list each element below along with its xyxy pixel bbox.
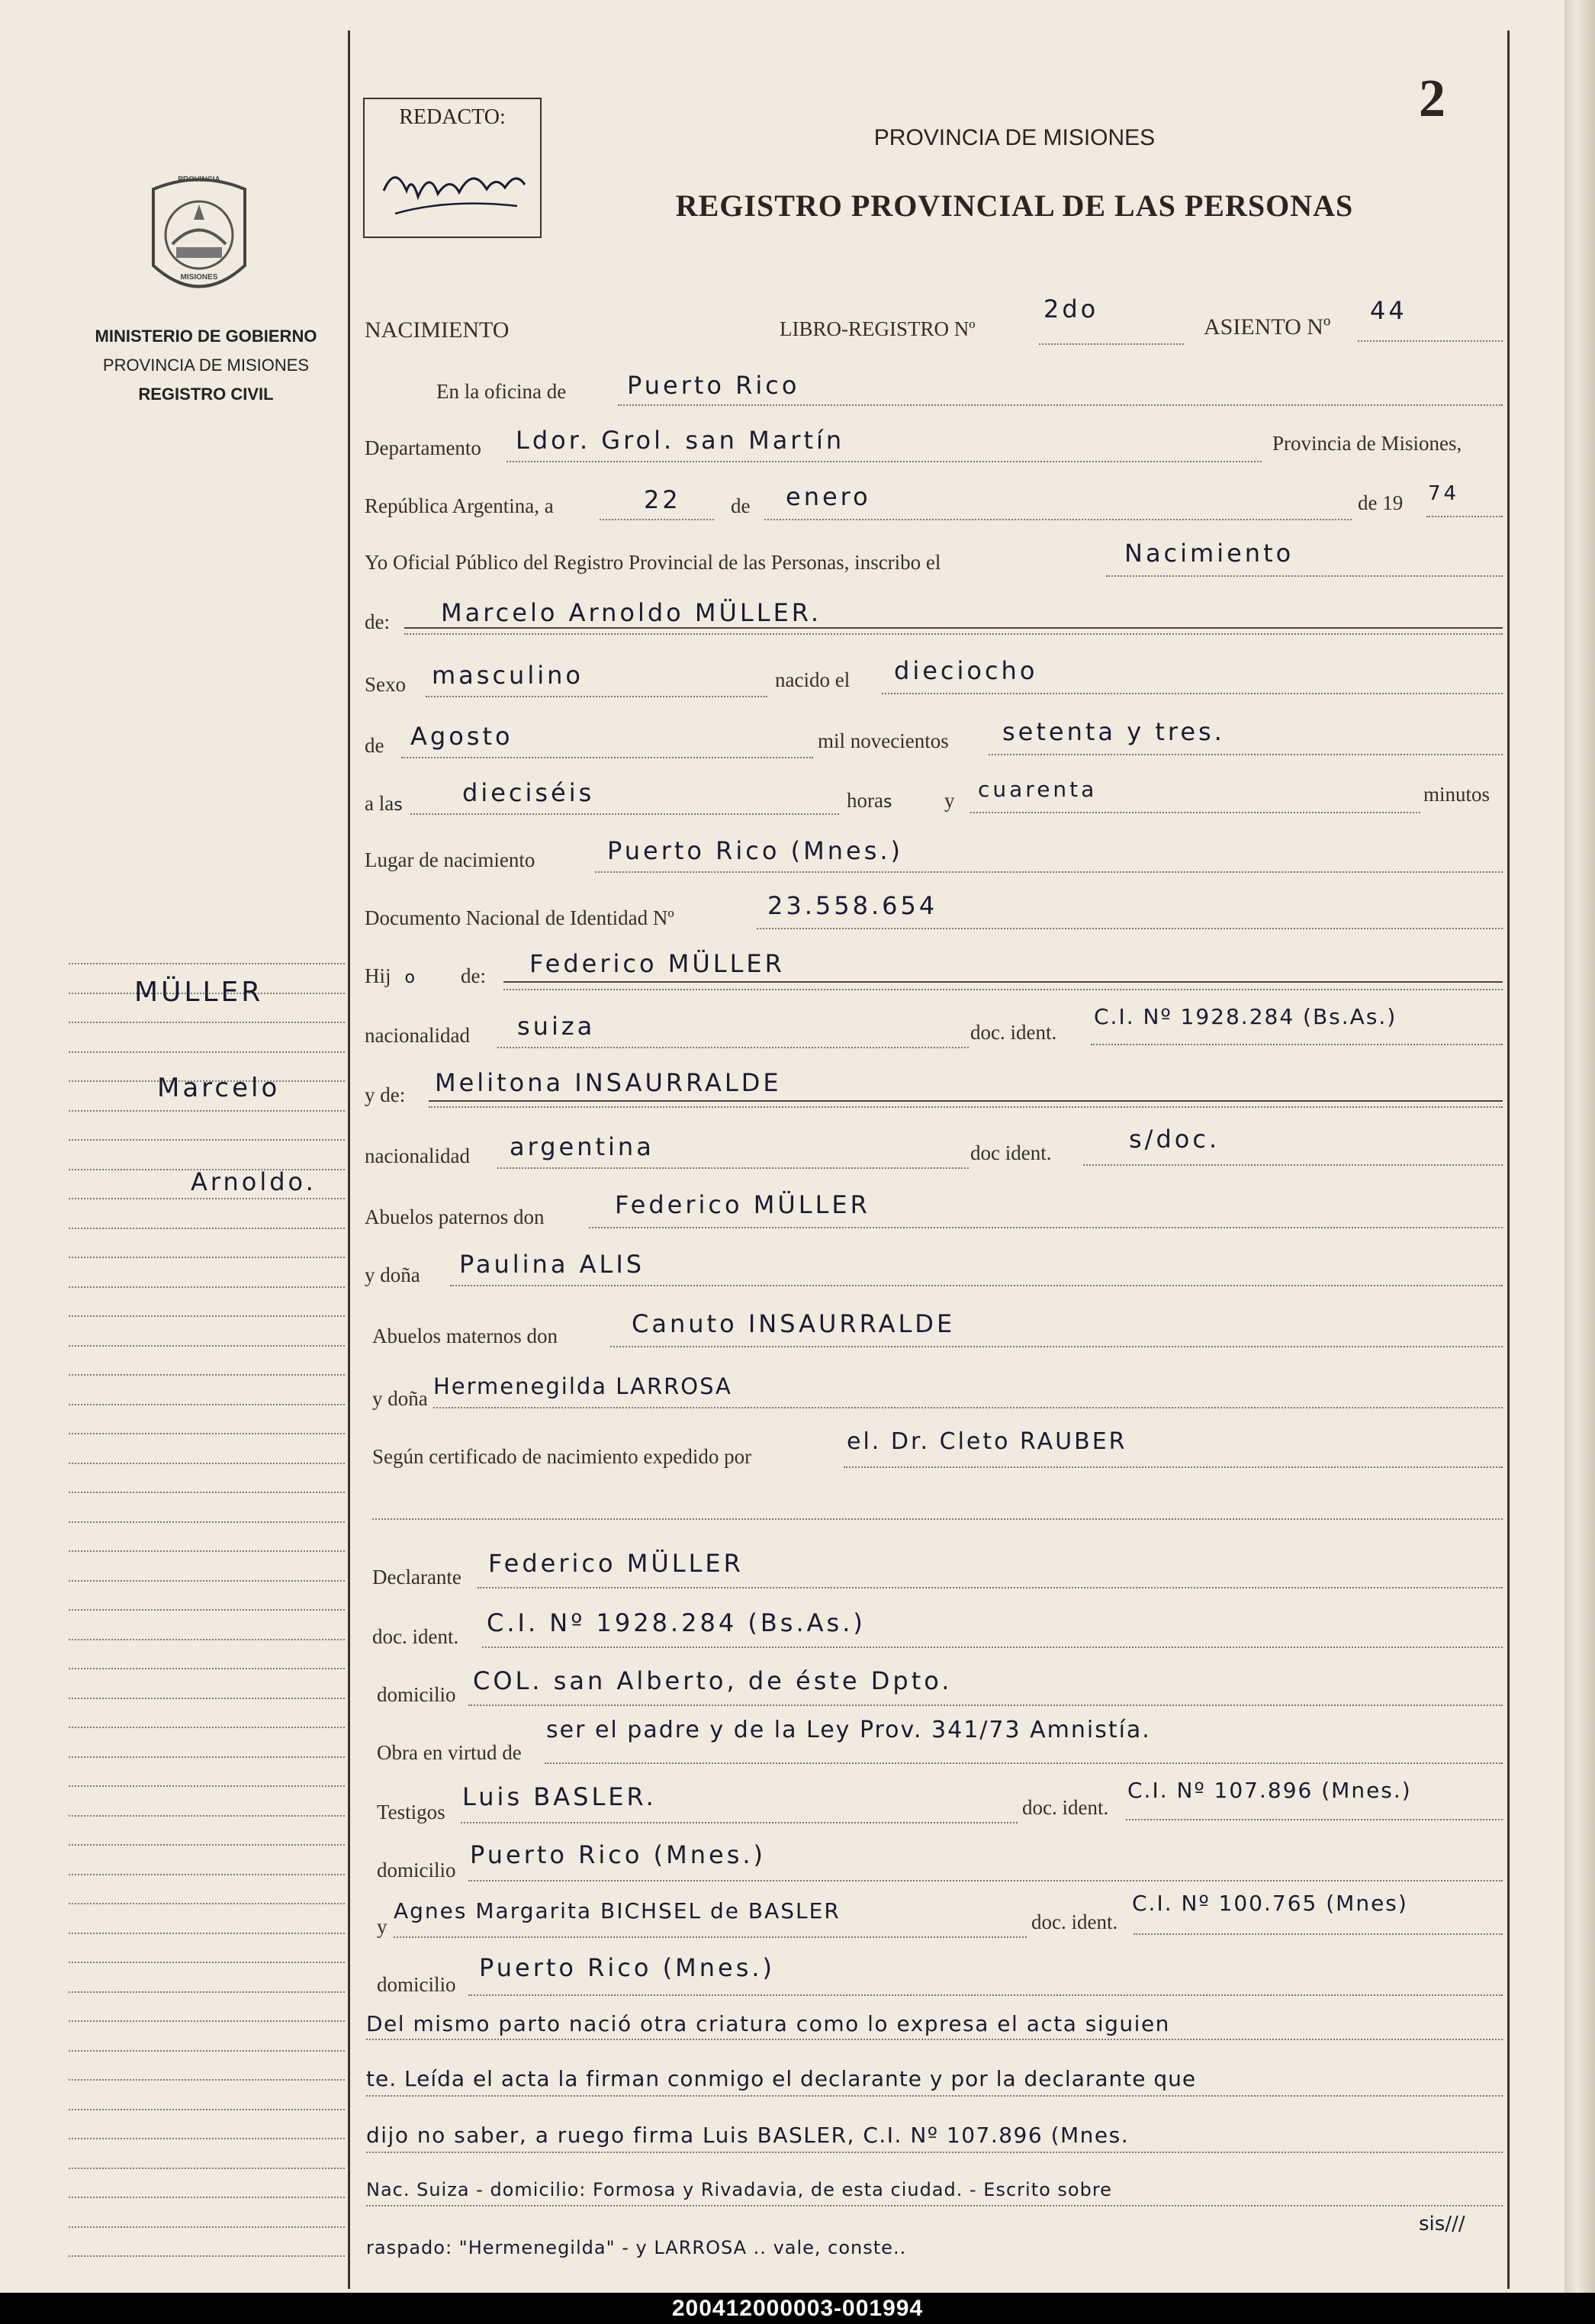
margin-rule-line [69, 1404, 345, 1405]
minutos-label: minutos [1423, 783, 1490, 806]
de2-label: de [365, 734, 384, 757]
ministry-line-2: PROVINCIA DE MISIONES [102, 356, 310, 375]
margin-rule-line [69, 1345, 345, 1347]
abuela-mat-value: Hermenegilda LARROSA [433, 1373, 732, 1399]
margin-rule-line [69, 1933, 345, 1934]
margin-rule-line [69, 2255, 345, 2257]
ministry-block [53, 322, 359, 409]
margin-rule-line [69, 1315, 345, 1317]
margin-rule-line [69, 2079, 345, 2081]
margin-rule-line [69, 1785, 345, 1787]
margin-rule-line [69, 1228, 345, 1229]
margin-rule-line [69, 1580, 345, 1582]
margin-rule-line [69, 1903, 345, 1904]
de-label: de [731, 494, 751, 517]
margin-rule-line [69, 1874, 345, 1875]
domicilio-value: COL. san Alberto, de éste Dpto. [473, 1666, 953, 1695]
margin-rule-line [69, 1463, 345, 1464]
margin-rule-line [69, 1022, 345, 1023]
note-line-2: te. Leída el acta la firman conmigo el declarante y por la declarante que [366, 2066, 1197, 2091]
dom2-value: Puerto Rico (Mnes.) [479, 1953, 776, 1982]
margin-rule-line [69, 2168, 345, 2169]
obra-value: ser el padre y de la Ley Prov. 341/73 Amnistía. [546, 1717, 1151, 1743]
page-edge [1564, 0, 1595, 2293]
y-label: y [944, 789, 955, 812]
margin-rule-line [69, 1374, 345, 1376]
seal-bottom-text: MISIONES [180, 273, 218, 282]
dom1-value: Puerto Rico (Mnes.) [470, 1840, 767, 1869]
margin-rule-line [69, 1286, 345, 1288]
doc-ident2-label: doc ident. [970, 1141, 1052, 1164]
horas-suffix: s [883, 793, 892, 812]
decl-doc-value: C.I. Nº 1928.284 (Bs.As.) [487, 1608, 866, 1637]
republica-label: República Argentina, a [365, 494, 554, 517]
certificado-value: el. Dr. Cleto RAUBER [847, 1428, 1127, 1455]
mil-label: mil novecientos [818, 729, 949, 752]
province-heading: PROVINCIA DE MISIONES [873, 125, 1156, 150]
padre-nac-value: suiza [517, 1012, 596, 1041]
margin-rule-line [69, 1198, 345, 1199]
margin-rule-line [69, 1991, 345, 1993]
madre-nac-value: argentina [510, 1132, 654, 1161]
nacido-label: nacido el [775, 668, 851, 691]
y-label-2: y [377, 1915, 387, 1938]
yde-label: y de: [365, 1083, 406, 1106]
ydona-label: y doña [365, 1263, 420, 1286]
abuelos-mat-label: Abuelos maternos don [372, 1325, 558, 1347]
margin-rule-line [69, 1962, 345, 1963]
de3-label: de: [461, 964, 486, 987]
dom2-label: domicilio [377, 1973, 456, 1996]
margin-rule-line [69, 1139, 345, 1141]
registry-title: REGISTRO PROVINCIAL DE LAS PERSONAS [675, 188, 1354, 223]
departamento-value: Ldor. Grol. san Martín [516, 426, 845, 455]
sexo-label: Sexo [365, 673, 406, 696]
note-line-1: Del mismo parto nació otra criatura como lo expresa el acta siguien [366, 2011, 1170, 2036]
asiento-value: 44 [1370, 296, 1407, 325]
decl-doc-label: doc. ident. [372, 1625, 459, 1648]
redacto-label: REDACTO: [399, 105, 506, 129]
margin-rule-line [69, 2050, 345, 2052]
margin-rule-line [69, 1257, 345, 1258]
dni-value: 23.558.654 [767, 891, 938, 920]
yo-oficial-label: Yo Oficial Público del Registro Provincial de las Personas, inscribo el [365, 551, 941, 574]
margin-rule-line [69, 1844, 345, 1846]
margin-rule-line [69, 2197, 345, 2198]
margin-rule-line [69, 1668, 345, 1669]
testigos-label: Testigos [377, 1801, 445, 1823]
padre-doc-value: C.I. Nº 1928.284 (Bs.As.) [1094, 1004, 1397, 1029]
ministry-seal [142, 174, 256, 304]
inscribo-value: Nacimiento [1124, 539, 1294, 568]
dni-label: Documento Nacional de Identidad Nº [365, 906, 674, 929]
horas-label [847, 789, 892, 813]
margin-rule-line [69, 1756, 345, 1758]
alas-text: a la [365, 792, 394, 815]
abuelo-mat-value: Canuto INSAURRALDE [632, 1309, 956, 1338]
hora-value: dieciséis [462, 778, 595, 807]
abuelos-pat-label: Abuelos paternos don [365, 1205, 545, 1228]
oficina-label: En la oficina de [436, 380, 567, 403]
margin-rule-line [69, 1698, 345, 1699]
margin-rule-line [69, 1727, 345, 1728]
page-number: 2 [1419, 69, 1445, 128]
anio-value: 74 [1428, 482, 1460, 505]
dia-value: 22 [644, 485, 681, 514]
departamento-label: Departamento [365, 436, 481, 459]
ministry-line-3: REGISTRO CIVIL [138, 385, 274, 404]
margin-first-name: Marcelo [157, 1073, 281, 1103]
testigo2-doc-value: C.I. Nº 100.765 (Mnes) [1132, 1891, 1408, 1916]
margin-second-name: Arnoldo. [191, 1167, 317, 1196]
margin-rule-line [69, 1815, 345, 1817]
de-colon-label: de: [365, 610, 390, 633]
horas-text: hora [847, 789, 883, 812]
ydona2-label: y doña [372, 1387, 428, 1410]
right-rule [1507, 31, 1510, 2289]
margin-surname: MÜLLER [134, 977, 264, 1008]
nombre-value: Marcelo Arnoldo MÜLLER. [441, 598, 822, 627]
record-type-label: NACIMIENTO [365, 317, 510, 343]
libro-value: 2do [1044, 295, 1099, 323]
nac-label: nacionalidad [365, 1024, 470, 1047]
margin-rule-line [69, 2138, 345, 2139]
mes-value: enero [786, 482, 871, 511]
abuela-pat-value: Paulina ALIS [459, 1250, 645, 1279]
abuelo-pat-value: Federico MÜLLER [615, 1190, 870, 1219]
madre-doc-value: s/doc. [1129, 1125, 1220, 1154]
margin-rule-line [69, 2226, 345, 2228]
testigo1-doc-value: C.I. Nº 107.896 (Mnes.) [1127, 1778, 1412, 1803]
alas-suffix: s [394, 796, 403, 815]
hij-label [365, 964, 415, 988]
margin-rule-line [69, 1550, 345, 1552]
margin-rule-line [69, 1051, 345, 1053]
lugar-value: Puerto Rico (Mnes.) [607, 836, 904, 865]
margin-rule-line [69, 1492, 345, 1493]
note-line-6: sis/// [1419, 2213, 1465, 2235]
margin-rule-line [69, 2109, 345, 2110]
libro-label: LIBRO-REGISTRO Nº [780, 317, 976, 340]
madre-value: Melitona INSAURRALDE [435, 1068, 782, 1097]
ministry-line-1: MINISTERIO DE GOBIERNO [95, 327, 317, 346]
declarante-value: Federico MÜLLER [488, 1549, 744, 1578]
hij-suffix: o [404, 968, 415, 987]
testigo1-value: Luis BASLER. [462, 1782, 657, 1811]
sexo-value: masculino [432, 661, 584, 690]
redacto-box [363, 98, 542, 238]
note-line-5: raspado: "Hermenegilda" - y LARROSA .. vale, conste.. [366, 2237, 907, 2258]
margin-rule-line [69, 1609, 345, 1611]
testigo2-doc-label: doc. ident. [1031, 1910, 1118, 1933]
asiento-label: ASIENTO Nº [1204, 314, 1331, 340]
lugar-label: Lugar de nacimiento [365, 848, 535, 871]
doc-ident-label: doc. ident. [970, 1021, 1057, 1044]
note-line-3: dijo no saber, a ruego firma Luis BASLER, C.I. Nº 107.896 (Mnes. [366, 2123, 1130, 2148]
margin-rule-line [69, 963, 345, 964]
de19-label: de 19 [1358, 491, 1404, 514]
minutos-value: cuarenta [978, 777, 1098, 802]
provincia-label: Provincia de Misiones, [1272, 432, 1462, 455]
margin-rule-line [69, 1110, 345, 1112]
obra-label: Obra en virtud de [377, 1741, 522, 1764]
segun-label: Según certificado de nacimiento expedido por [372, 1445, 752, 1468]
margin-rule-line [69, 1433, 345, 1434]
alas-label [365, 792, 403, 816]
dom1-label: domicilio [377, 1859, 456, 1881]
nac2-label: nacionalidad [365, 1144, 470, 1167]
mes-nac-value: Agosto [410, 722, 513, 751]
anio-nac-value: setenta y tres. [1002, 717, 1225, 746]
margin-rule-line [69, 1639, 345, 1640]
archive-id-footer: 200412000003-001994 [0, 2293, 1595, 2324]
nacido-value: dieciocho [894, 656, 1038, 685]
redacto-signature [365, 99, 540, 237]
testigo2-value: Agnes Margarita BICHSEL de BASLER [394, 1898, 841, 1923]
padre-value: Federico MÜLLER [529, 949, 785, 978]
margin-rule-line [69, 1521, 345, 1523]
testigo1-doc-label: doc. ident. [1022, 1796, 1109, 1819]
declarante-label: Declarante [372, 1566, 461, 1588]
note-line-4: Nac. Suiza - domicilio: Formosa y Rivadavia, de esta ciudad. - Escrito sobre [366, 2179, 1112, 2200]
oficina-value: Puerto Rico [627, 371, 800, 400]
margin-rule-line [69, 2020, 345, 2022]
seal-top-text: PROVINCIA [178, 175, 220, 184]
domicilio-label: domicilio [377, 1683, 456, 1706]
hij-text: Hij [365, 964, 391, 987]
